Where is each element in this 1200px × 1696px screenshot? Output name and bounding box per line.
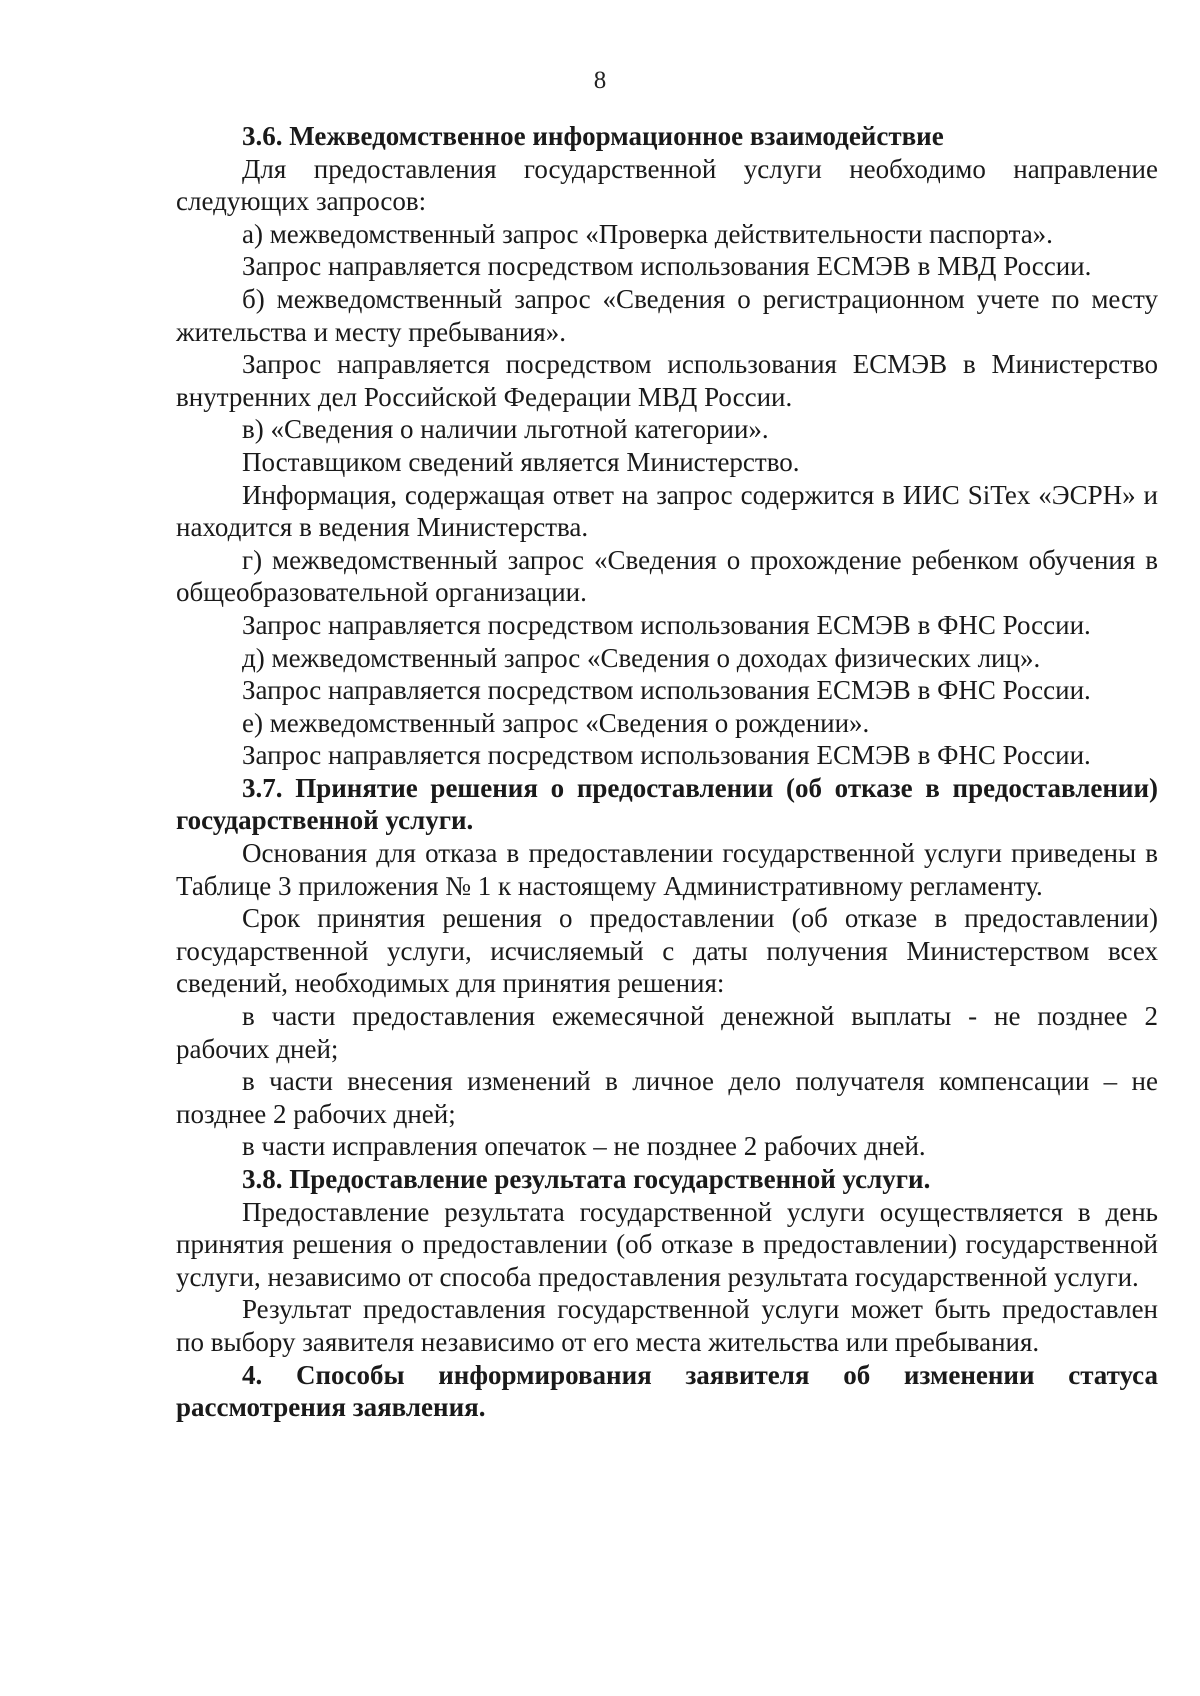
list-item-g: г) межведомственный запрос «Сведения о прохождение ребенком обучения в общеобразовательной организации. (176, 544, 1158, 608)
paragraph: Запрос направляется посредством использования ЕСМЭВ в ФНС России. (242, 675, 1091, 706)
paragraph: Поставщиком сведений является Министерство. (242, 446, 800, 477)
paragraph: Запрос направляется посредством использования ЕСМЭВ в ФНС России. (242, 740, 1091, 771)
list-item-b: б) межведомственный запрос «Сведения о регистрационном учете по месту жительства и месту пребывания». (176, 283, 1158, 347)
paragraph: Для предоставления государственной услуги необходимо направление следующих запросов: (176, 153, 1158, 217)
paragraph: Предоставление результата государственной услуги осуществляется в день принятия решения о предоставлении (об отказе в предоставлении) государственной услуги, независимо от способа предоставления результата государственной услуги. (176, 1196, 1158, 1292)
paragraph: Запрос направляется посредством использования ЕСМЭВ в Министерство внутренних дел Российской Федерации МВД России. (176, 349, 1158, 412)
paragraph: Основания для отказа в предоставлении государственной услуги приведены в Таблице 3 приложения № 1 к настоящему Административному регламенту. (176, 838, 1158, 901)
section-heading-3-7: 3.7. Принятие решения о предоставлении (об отказе в предоставлении) государственной услуги. (176, 772, 1158, 836)
list-item-d: д) межведомственный запрос «Сведения о доходах физических лиц». (242, 642, 1041, 673)
list-item-a: а) межведомственный запрос «Проверка действительности паспорта». (242, 218, 1053, 249)
paragraph: Запрос направляется посредством использования ЕСМЭВ в ФНС России. (242, 609, 1091, 640)
paragraph: Результат предоставления государственной услуги может быть предоставлен по выбору заявителя независимо от его места жительства или пребывания. (176, 1294, 1158, 1357)
paragraph: Срок принятия решения о предоставлении (об отказе в предоставлении) государственной услуги, исчисляемый с даты получения Министерством всех сведений, необходимых для принятия решения: (176, 903, 1158, 999)
paragraph: Информация, содержащая ответ на запрос содержится в ИИС SiTex «ЭСРН» и находится в ведения Министерства. (176, 479, 1158, 543)
page-number: 8 (593, 67, 607, 94)
paragraph: в части внесения изменений в личное дело получателя компенсации – не позднее 2 рабочих дней; (176, 1066, 1158, 1129)
paragraph: в части исправления опечаток – не позднее 2 рабочих дней. (242, 1131, 926, 1162)
list-item-v: в) «Сведения о наличии льготной категории». (242, 414, 769, 445)
paragraph: Запрос направляется посредством использования ЕСМЭВ в МВД России. (242, 251, 1092, 282)
paragraph: в части предоставления ежемесячной денежной выплаты - не позднее 2 рабочих дней; (176, 1001, 1158, 1064)
section-heading-4: 4. Способы информирования заявителя об изменении статуса рассмотрения заявления. (176, 1359, 1158, 1423)
section-heading-3-8: 3.8. Предоставление результата государственной услуги. (242, 1164, 931, 1194)
document-body (176, 120, 1158, 1424)
list-item-e: е) межведомственный запрос «Сведения о рождении». (242, 707, 870, 738)
section-heading-3-6: 3.6. Межведомственное информационное взаимодействие (242, 121, 944, 151)
